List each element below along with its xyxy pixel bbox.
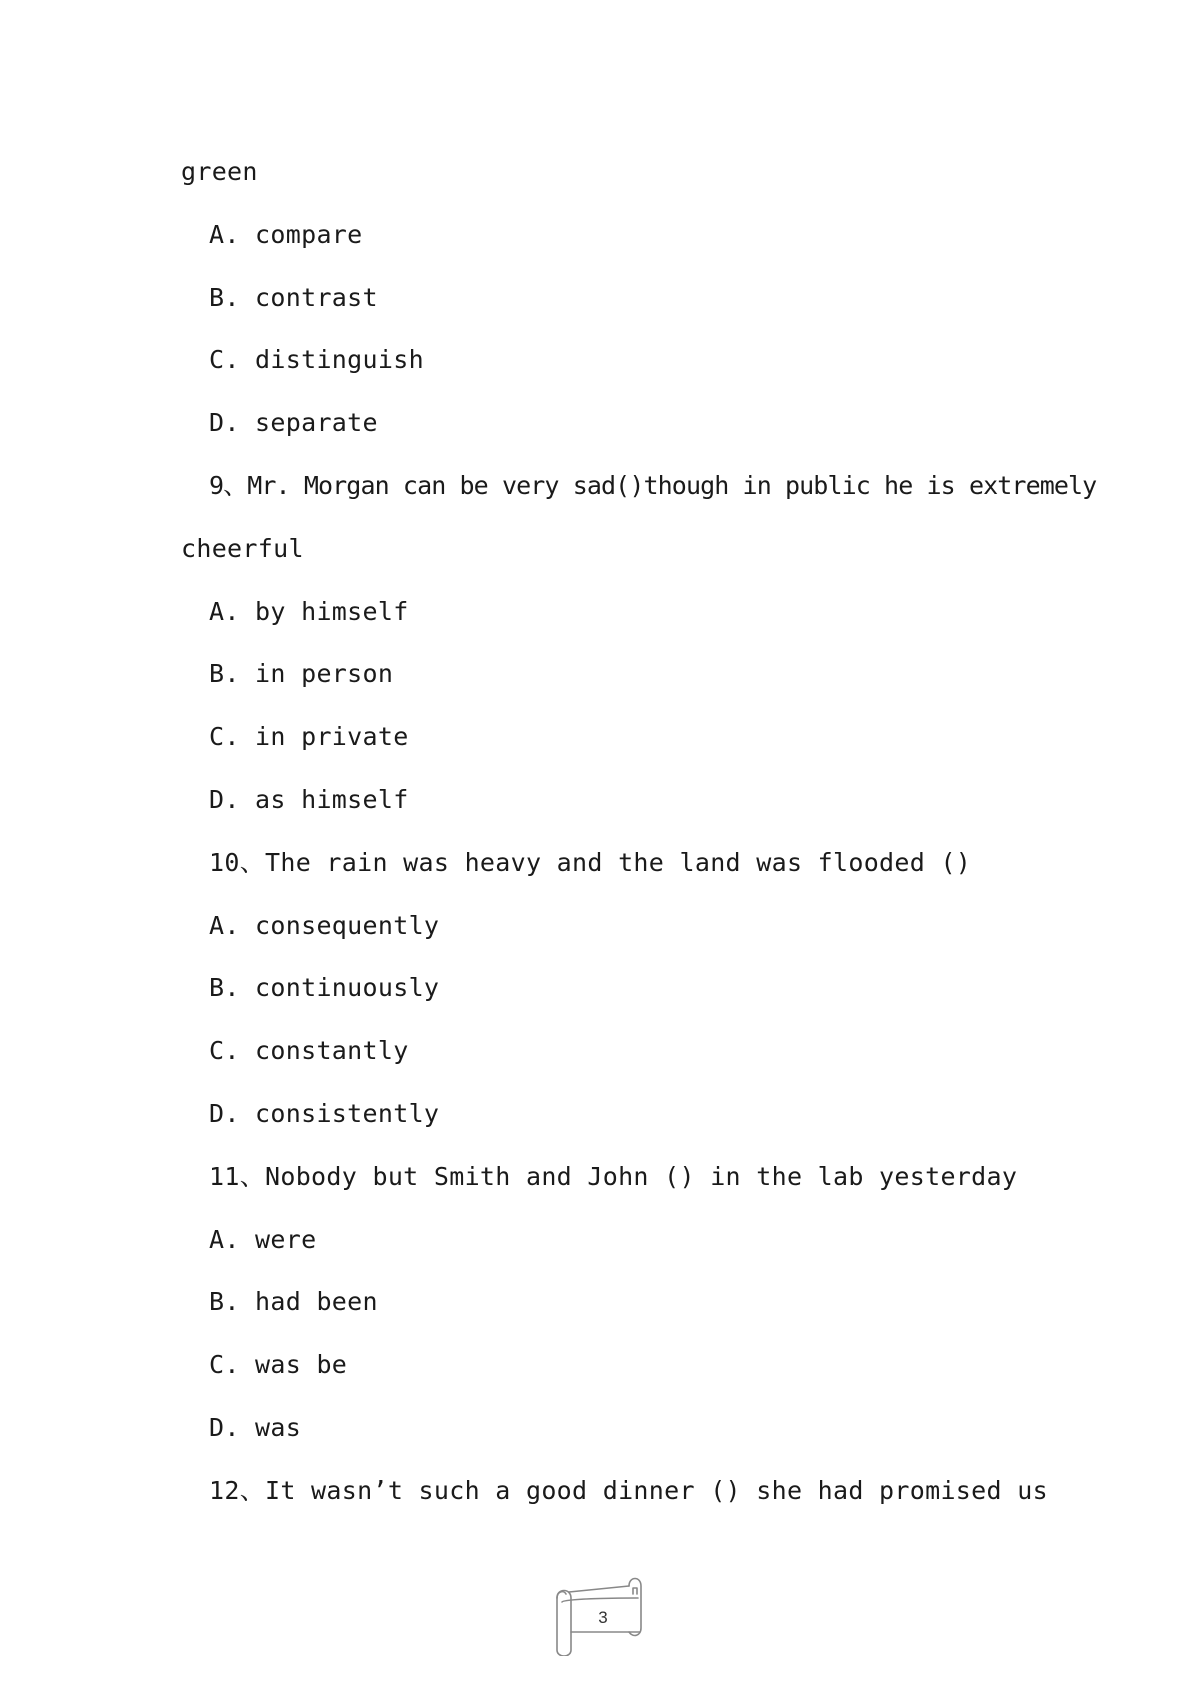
option-b: B. contrast [209, 282, 378, 312]
option-b: B. continuously [209, 973, 440, 1003]
question-11: 11、Nobody but Smith and John () in the lab yesterday [209, 1161, 1018, 1191]
page-footer [543, 1574, 653, 1656]
option-d: D. separate [209, 408, 378, 438]
question-9: 9、Mr. Morgan can be very sad()though in public he is extremely [209, 470, 1097, 500]
option-b: B. in person [209, 659, 394, 689]
option-d: D. consistently [209, 1098, 440, 1128]
option-d: D. was [209, 1412, 302, 1442]
option-a: A. by himself [209, 596, 409, 626]
option-a: A. consequently [209, 910, 440, 940]
question-12: 12、It wasn’t such a good dinner () she had promised us [209, 1475, 1048, 1505]
document-body [181, 150, 1097, 1532]
option-c: C. in private [209, 722, 409, 752]
page-number: 3 [598, 1608, 608, 1627]
question-10: 10、The rain was heavy and the land was flooded () [209, 847, 972, 877]
text-line: green [181, 157, 258, 186]
option-a: A. compare [209, 219, 363, 249]
option-c: C. distinguish [209, 345, 424, 375]
option-c: C. was be [209, 1350, 348, 1380]
option-b: B. had been [209, 1287, 378, 1317]
option-d: D. as himself [209, 784, 409, 814]
option-a: A. were [209, 1224, 317, 1254]
option-c: C. constantly [209, 1036, 409, 1066]
question-9-continuation: cheerful [181, 533, 304, 563]
